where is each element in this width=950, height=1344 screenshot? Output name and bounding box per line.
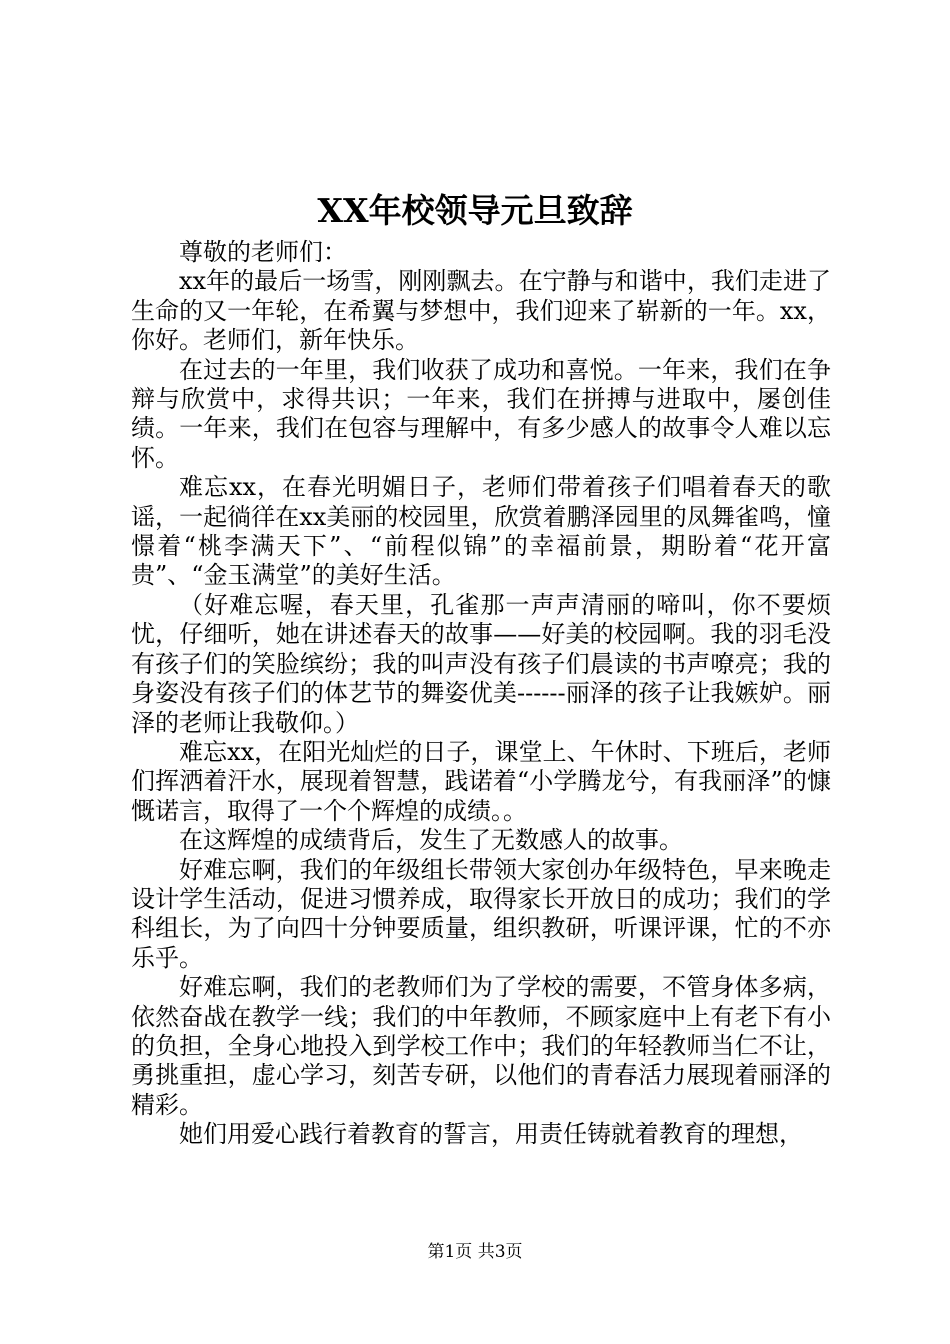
document-title: XX年校领导元旦致辞 xyxy=(317,191,633,230)
paragraph: 在过去的一年里，我们收获了成功和喜悦。一年来，我们在争辩与欣赏中，求得共识；一年来，我们在拼搏与进取中，屡创佳绩。一年来，我们在包容与理解中，有多少感人的故事令人难以忘怀。 xyxy=(131,355,831,472)
paragraph: 在这辉煌的成绩背后，发生了无数感人的故事。 xyxy=(179,826,683,855)
paragraph: xx年的最后一场雪，刚刚飘去。在宁静与和谐中，我们走进了生命的又一年轮，在希翼与梦想中，我们迎来了崭新的一年。xx，你好。老师们，新年快乐。 xyxy=(131,267,831,355)
paragraph: 她们用爱心践行着教育的誓言，用责任铸就着教育的理想， xyxy=(179,1120,803,1149)
paragraph: 难忘xx，在春光明媚日子，老师们带着孩子们唱着春天的歌谣，一起徜徉在xx美丽的校园里，欣赏着鹏泽园里的凤舞雀鸣，憧憬着“桃李满天下”、“前程似锦”的幸福前景，期盼着“花开富贵”、“金玉满堂”的美好生活。 xyxy=(131,473,831,590)
paragraph: （好难忘喔，春天里，孔雀那一声声清丽的啼叫，你不要烦忧，仔细听，她在讲述春天的故事——好美的校园啊。我的羽毛没有孩子们的笑脸缤纷；我的叫声没有孩子们晨读的书声嘹亮；我的身姿没有孩子们的体艺节的舞姿优美------丽泽的孩子让我嫉妒。丽泽的老师让我敬仰。） xyxy=(131,590,831,737)
paragraph: 好难忘啊，我们的年级组长带领大家创办年级特色，早来晚走设计学生活动，促进习惯养成，取得家长开放日的成功；我们的学科组长，为了向四十分钟要质量，组织教研，听课评课，忙的不亦乐乎。 xyxy=(131,855,831,972)
salutation: 尊敬的老师们： xyxy=(179,238,347,266)
paragraph: 好难忘啊，我们的老教师们为了学校的需要，不管身体多病，依然奋战在教学一线；我们的中年教师，不顾家庭中上有老下有小的负担，全身心地投入到学校工作中；我们的年轻教师当仁不让，勇挑重担，虚心学习，刻苦专研，以他们的青春活力展现着丽泽的精彩。 xyxy=(131,973,831,1119)
page-footer: 第1页 共3页 xyxy=(427,1242,523,1262)
document-body xyxy=(131,238,831,1150)
paragraph: 难忘xx，在阳光灿烂的日子，课堂上、午休时、下班后，老师们挥洒着汗水，展现着智慧，践诺着“小学腾龙兮，有我丽泽”的慷慨诺言，取得了一个个辉煌的成绩。。 xyxy=(131,737,831,825)
